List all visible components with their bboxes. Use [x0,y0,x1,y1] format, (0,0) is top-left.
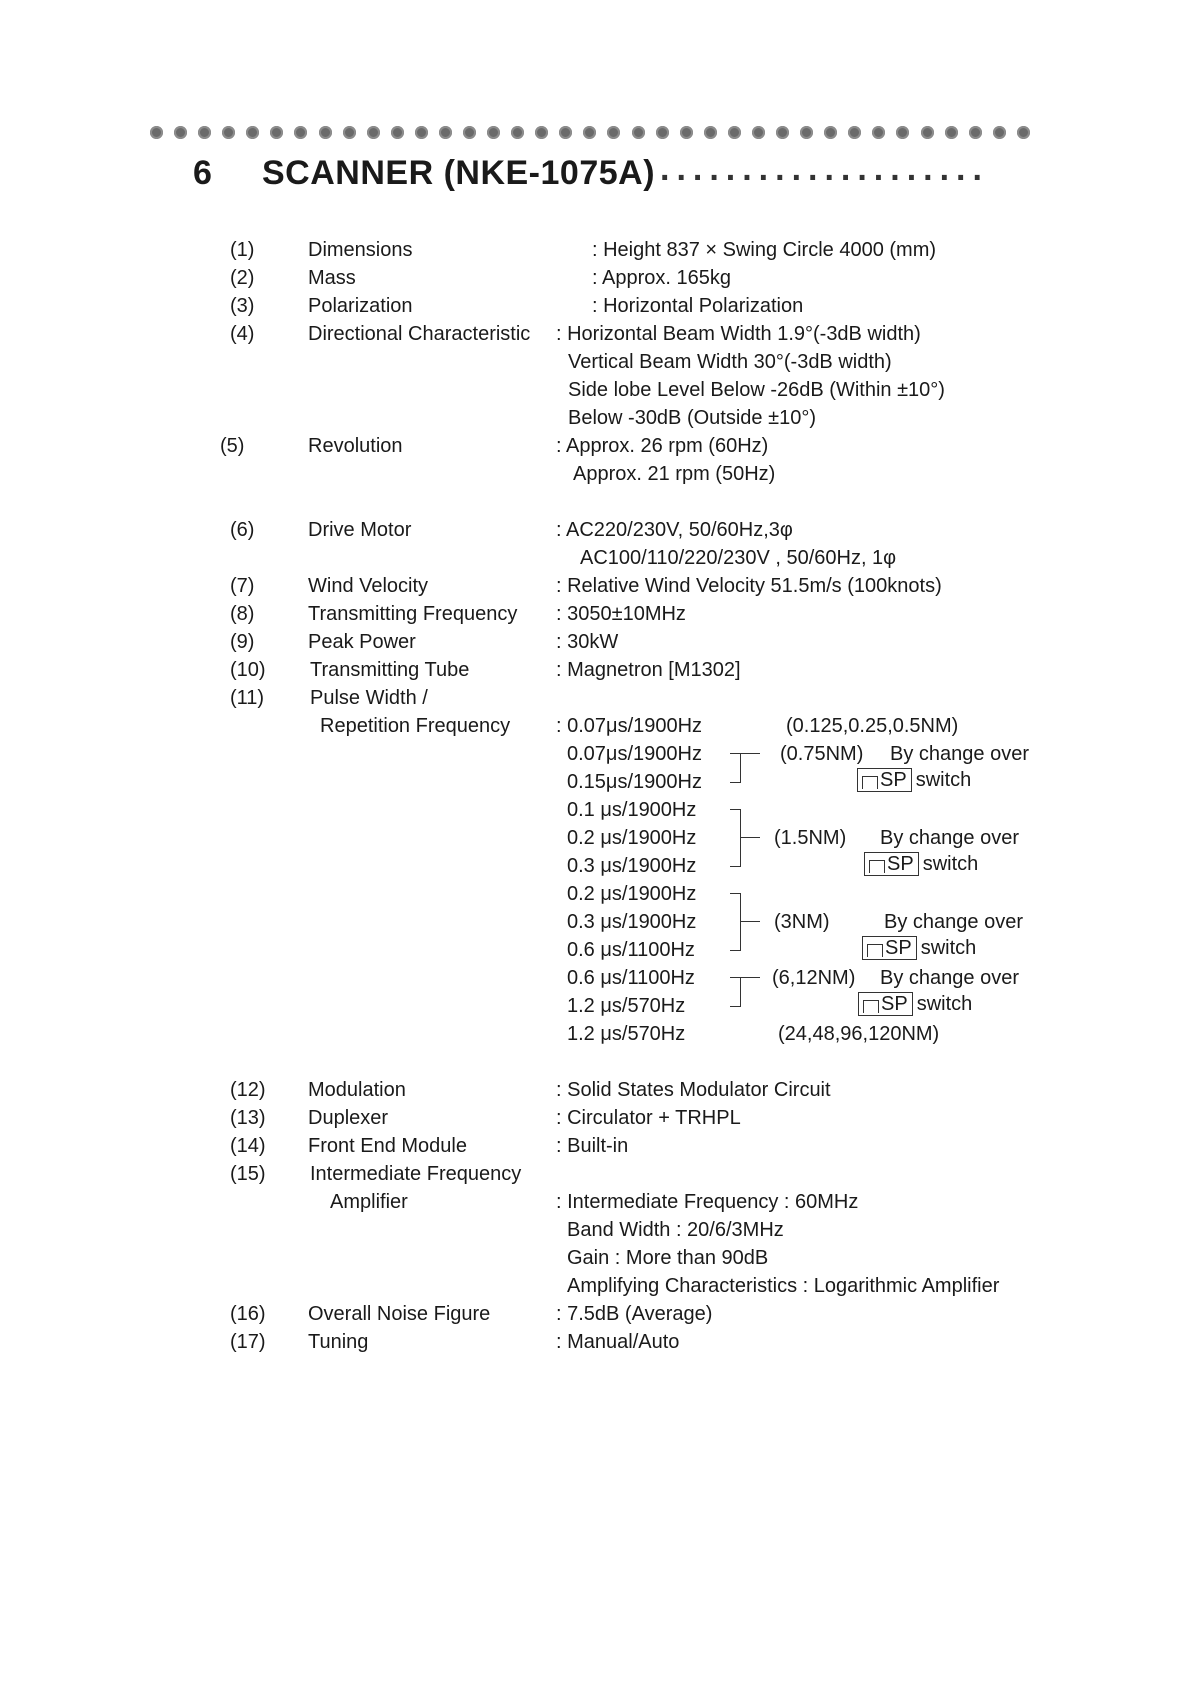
pulse-line: 0.07μs/1900Hz [567,743,702,765]
pulse-line: 0.3 μs/1900Hz [567,911,697,933]
spec-label: Transmitting Frequency [308,603,518,625]
group-bracket [730,753,741,783]
border-dot [463,126,476,139]
group-bracket [730,809,741,867]
border-dot [896,126,909,139]
group-note: By change over [890,743,1029,765]
sp-switch: SP switch [857,768,971,792]
border-dot [993,126,1006,139]
spec-value-cont: Approx. 21 rpm (50Hz) [573,463,776,485]
spec-value: : Solid States Modulator Circuit [556,1079,831,1101]
border-dot [535,126,548,139]
group-note: By change over [884,911,1023,933]
spec-number: (1) [230,239,255,261]
spec-number: (5) [220,435,245,457]
bracket-stem [740,921,760,922]
spec-number: (11) [230,687,265,709]
spec-value-cont: Gain : More than 90dB [567,1247,769,1269]
border-dot [607,126,620,139]
border-dot [776,126,789,139]
spec-value: : 7.5dB (Average) [556,1303,713,1325]
spec-label: Duplexer [308,1107,389,1129]
pulse-range: (0.125,0.25,0.5NM) [786,715,959,737]
pulse-icon [869,860,885,873]
border-dot [270,126,283,139]
spec-value: : Horizontal Beam Width 1.9°(-3dB width) [556,323,921,345]
border-dot [945,126,958,139]
spec-label: Mass [308,267,356,289]
group-note: By change over [880,967,1019,989]
spec-number: (10) [230,659,266,681]
spec-value: : Horizontal Polarization [592,295,804,317]
border-dot [246,126,259,139]
spec-number: (9) [230,631,255,653]
border-dot [583,126,596,139]
spec-value-cont: Below -30dB (Outside ±10°) [568,407,816,429]
spec-label: Tuning [308,1331,369,1353]
border-dot [174,126,187,139]
spec-value: : Approx. 165kg [592,267,731,289]
border-dot [824,126,837,139]
pulse-line: 0.3 μs/1900Hz [567,855,697,877]
border-dot [343,126,356,139]
spec-value: : 30kW [556,631,619,653]
spec-number: (8) [230,603,255,625]
border-dot [415,126,428,139]
pulse-line: 0.6 μs/1100Hz [567,939,695,961]
spec-label: Dimensions [308,239,413,261]
spec-label: Transmitting Tube [310,659,470,681]
spec-value-cont: Vertical Beam Width 30°(-3dB width) [568,351,892,373]
spec-number: (3) [230,295,255,317]
border-dot [367,126,380,139]
border-dot [800,126,813,139]
spec-value: : Circulator + TRHPL [556,1107,741,1129]
spec-value: : Approx. 26 rpm (60Hz) [556,435,769,457]
pulse-line: 0.2 μs/1900Hz [567,827,697,849]
spec-value-cont: Amplifying Characteristics : Logarithmic Amplifier [567,1275,1000,1297]
spec-value: : Manual/Auto [556,1331,680,1353]
title-leader: .................... [660,150,989,188]
pulse-line: 1.2 μs/570Hz [567,995,686,1017]
bracket-stem [740,977,760,978]
border-dot [632,126,645,139]
spec-value: : Intermediate Frequency : 60MHz [556,1191,859,1213]
section-title: SCANNER (NKE-1075A) [262,154,656,192]
border-dot [222,126,235,139]
border-dot [656,126,669,139]
spec-value: : 3050±10MHz [556,603,686,625]
spec-value: : Built-in [556,1135,629,1157]
border-dot [150,126,163,139]
pulse-line: 0.15μs/1900Hz [567,771,702,793]
spec-value: : AC220/230V, 50/60Hz,3φ [556,519,793,541]
group-range: (0.75NM) [780,743,864,765]
spec-value-cont: Band Width : 20/6/3MHz [567,1219,784,1241]
spec-label: Peak Power [308,631,416,653]
group-note: By change over [880,827,1019,849]
border-dot [319,126,332,139]
group-bracket [730,977,741,1007]
spec-label: Drive Motor [308,519,412,541]
spec-label: Wind Velocity [308,575,429,597]
group-range: (1.5NM) [774,827,847,849]
spec-label: Pulse Width / [310,687,428,709]
spec-number: (16) [230,1303,266,1325]
bracket-stem [740,753,760,754]
spec-label: Modulation [308,1079,406,1101]
border-dot [728,126,741,139]
dotted-border [150,121,1030,143]
border-dot [704,126,717,139]
border-dot [391,126,404,139]
spec-number: (15) [230,1163,266,1185]
spec-number: (2) [230,267,255,289]
sp-switch: SP switch [858,992,972,1016]
group-bracket [730,893,741,951]
border-dot [680,126,693,139]
border-dot [294,126,307,139]
border-dot [198,126,211,139]
spec-number: (12) [230,1079,266,1101]
spec-label: Polarization [308,295,413,317]
spec-label: Front End Module [308,1135,467,1157]
border-dot [511,126,524,139]
section-number: 6 [193,154,212,192]
border-dot [559,126,572,139]
border-dot [921,126,934,139]
spec-label-cont: Repetition Frequency [320,715,511,737]
border-dot [1017,126,1030,139]
spec-label: Overall Noise Figure [308,1303,491,1325]
spec-value: : Relative Wind Velocity 51.5m/s (100knots) [556,575,942,597]
group-range: (6,12NM) [772,967,856,989]
spec-value-cont: Side lobe Level Below -26dB (Within ±10°) [568,379,945,401]
spec-value-cont: AC100/110/220/230V , 50/60Hz, 1φ [580,547,897,569]
border-dot [439,126,452,139]
spec-number: (17) [230,1331,266,1353]
border-dot [969,126,982,139]
pulse-line: 0.1 μs/1900Hz [567,799,697,821]
bracket-stem [740,837,760,838]
sp-switch: SP switch [864,852,978,876]
spec-value: : Height 837 × Swing Circle 4000 (mm) [592,239,937,261]
spec-label: Intermediate Frequency [310,1163,522,1185]
border-dot [872,126,885,139]
spec-number: (7) [230,575,255,597]
spec-number: (4) [230,323,255,345]
border-dot [848,126,861,139]
border-dot [487,126,500,139]
pulse-icon [867,944,883,957]
spec-label: Directional Characteristic [308,323,531,345]
sp-switch: SP switch [862,936,976,960]
spec-number: (14) [230,1135,266,1157]
spec-label: Revolution [308,435,403,457]
pulse-icon [863,1000,879,1013]
spec-number: (13) [230,1107,266,1129]
spec-value: : Magnetron [M1302] [556,659,741,681]
spec-number: (6) [230,519,255,541]
pulse-line: 1.2 μs/570Hz [567,1023,686,1045]
pulse-line: 0.6 μs/1100Hz [567,967,695,989]
pulse-line: 0.2 μs/1900Hz [567,883,697,905]
pulse-icon [862,776,878,789]
spec-value: : 0.07μs/1900Hz [556,715,703,737]
pulse-range: (24,48,96,120NM) [778,1023,940,1045]
group-range: (3NM) [774,911,830,933]
border-dot [752,126,765,139]
spec-label-cont: Amplifier [330,1191,408,1213]
